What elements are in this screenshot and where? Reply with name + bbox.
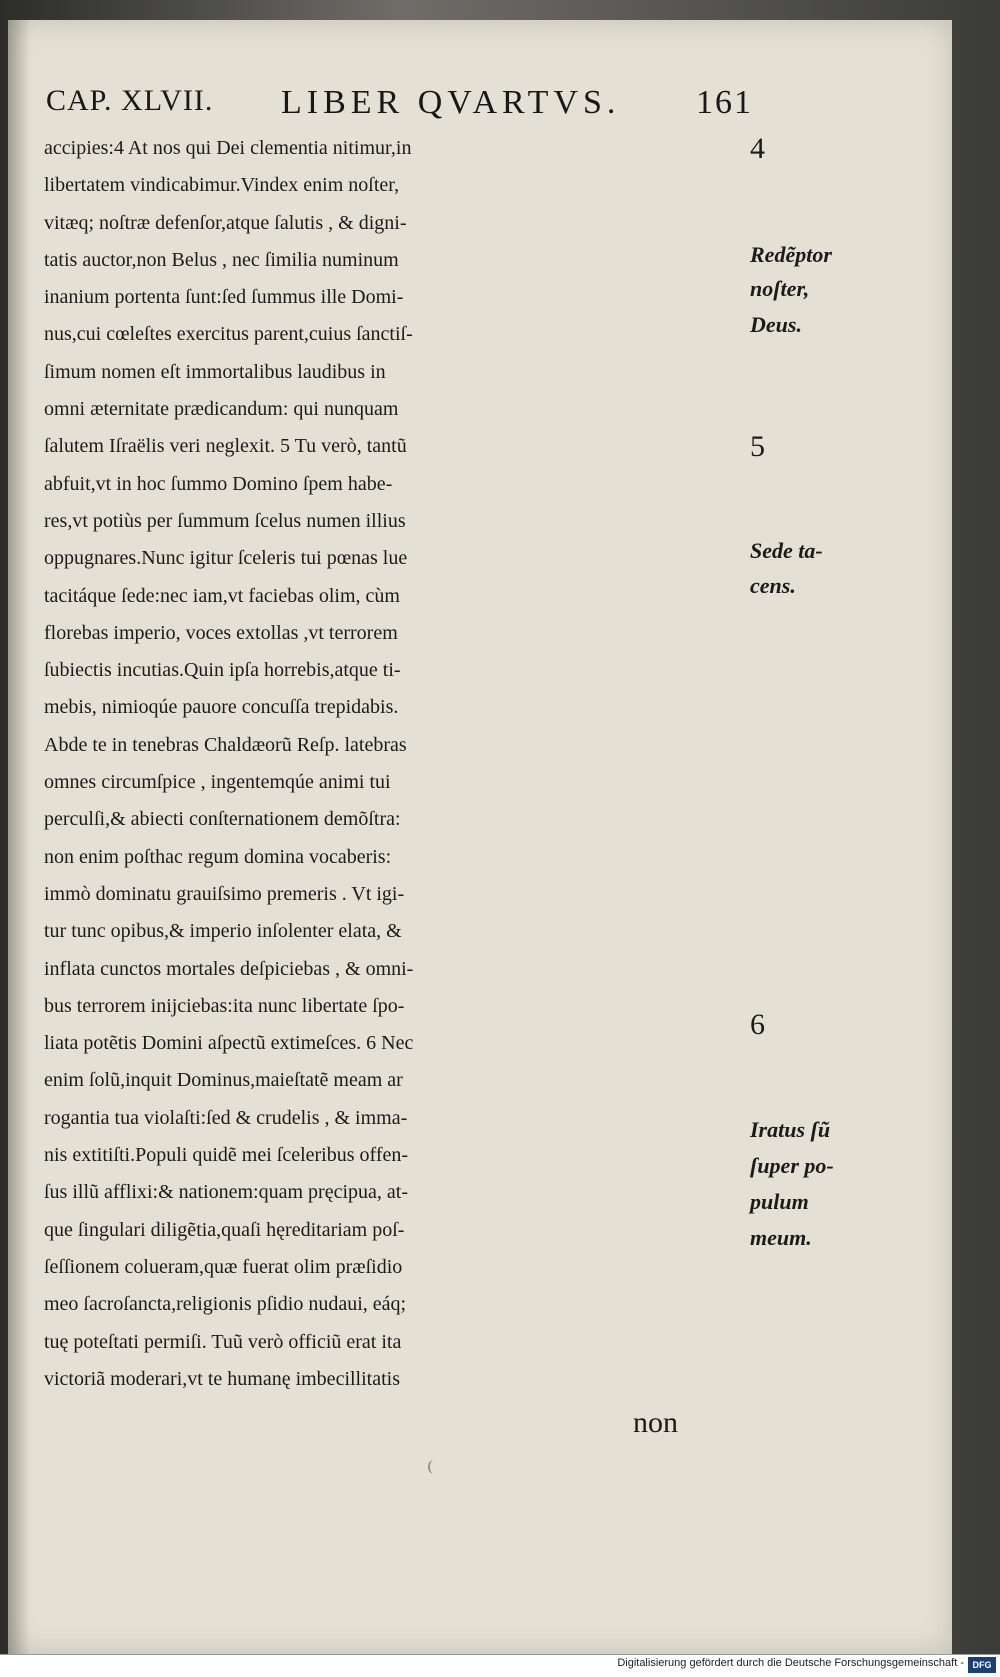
text-line: abfuit,vt in hoc ſummo Domino ſpem habe- xyxy=(44,472,393,495)
text-line: omni æternitate prædicandum: qui nunquam xyxy=(44,398,399,421)
text-line: immò dominatu grauiſsimo premeris . Vt igi- xyxy=(44,882,405,905)
text-line: tatis auctor,non Belus , nec ſimilia numinum xyxy=(44,248,399,271)
text-line: meo ſacroſancta,religionis pſidio nudaui, eáq; xyxy=(44,1293,407,1316)
text-line: ſimum nomen eſt immortalibus laudibus in xyxy=(44,360,386,383)
text-line: liata potẽtis Domini aſpectũ extimeſces. 6 Nec xyxy=(44,1032,414,1055)
text-line: tacitáque ſede:nec iam,vt faciebas olim, cùm xyxy=(44,584,400,607)
text-line: ſeſſionem colueram,quæ fuerat olim præſidio xyxy=(44,1255,403,1278)
text-line: oppugnares.Nunc igitur ſceleris tui pœnas lue xyxy=(44,547,408,570)
text-line: ſus illũ afflixi:& nationem:quam pręcipua, at- xyxy=(44,1181,408,1204)
text-line: ſubiectis incutias.Quin ipſa horrebis,atque ti- xyxy=(44,659,401,682)
digitization-footer xyxy=(0,1654,1000,1677)
text-line: libertatem vindicabimur.Vindex enim noſter, xyxy=(44,174,400,197)
text-line: rogantia tua violaſti:ſed & crudelis , & imma- xyxy=(44,1106,408,1129)
text-line: inflata cunctos mortales deſpiciebas , & omni- xyxy=(44,957,414,980)
text-line: mebis, nimioqúe pauore concuſſa trepidabis. xyxy=(44,696,399,719)
side-note: Sede ta- xyxy=(750,538,823,563)
side-note: cens. xyxy=(750,573,796,598)
page-number: 161 xyxy=(696,84,753,121)
verse-number-5: 5 xyxy=(750,430,765,463)
side-note: Redẽptor xyxy=(750,242,832,267)
text-line: accipies:4 At nos qui Dei clementia nitimur,in xyxy=(44,137,412,159)
text-line: tur tunc opibus,& imperio inſolenter elata, & xyxy=(44,920,402,943)
text-line: inanium portenta ſunt:ſed ſummus ille Domi- xyxy=(44,286,404,309)
catchword: non xyxy=(633,1406,678,1439)
side-note: Deus. xyxy=(750,312,802,337)
main-text-block xyxy=(44,130,754,1398)
text-line: vitæq; noſtræ defenſor,atque ſalutis , & digni- xyxy=(44,211,407,234)
text-line: Abde te in tenebras Chaldæorũ Reſp. latebras xyxy=(44,733,407,756)
text-line: nis extitiſti.Populi quidẽ mei ſceleribus offen- xyxy=(44,1144,409,1167)
side-note: meum. xyxy=(750,1225,812,1250)
side-note: pulum xyxy=(750,1189,809,1214)
side-note: noſter, xyxy=(750,276,810,301)
book-page xyxy=(8,20,952,1654)
book-title-heading: LIBER QVARTVS. xyxy=(281,84,621,121)
text-line: tuę poteſtati permiſi. Tuũ verò officiũ erat ita xyxy=(44,1330,402,1353)
running-header xyxy=(46,84,753,130)
text-line: victoriã moderari,vt te humanę imbecillitatis xyxy=(44,1367,400,1390)
text-line: que ſingulari diligẽtia,quaſi hęreditariam poſ- xyxy=(44,1218,405,1241)
text-line: bus terrorem inijciebas:ita nunc libertate ſpo- xyxy=(44,994,405,1017)
text-line: enim ſolũ,inquit Dominus,maieſtatẽ meam ar xyxy=(44,1069,403,1092)
verse-number-4: 4 xyxy=(750,132,765,165)
text-line: florebas imperio, voces extollas ,vt terrorem xyxy=(44,621,398,644)
side-note: Iratus ſũ xyxy=(750,1117,831,1142)
chapter-heading: CAP. XLVII. xyxy=(46,84,214,117)
text-line: ſalutem Iſraëlis veri neglexit. 5 Tu verò, tantũ xyxy=(44,435,407,458)
funding-credit: Digitalisierung gefördert durch die Deutsche Forschungsgemeinschaft - xyxy=(617,1657,964,1669)
paper-mark xyxy=(428,1460,440,1474)
text-line: omnes circumſpice , ingentemqúe animi tui xyxy=(44,771,391,794)
text-line: non enim poſthac regum domina vocaberis: xyxy=(44,845,392,868)
text-line: perculſi,& abiecti conſternationem demõſtra: xyxy=(44,808,401,831)
text-line: res,vt potiùs per ſummum ſcelus numen illius xyxy=(44,509,406,532)
text-line: nus,cui cœleſtes exercitus parent,cuius ſanctiſ- xyxy=(44,323,413,346)
verse-number-6: 6 xyxy=(750,1008,765,1041)
dfg-logo: DFG xyxy=(968,1657,996,1673)
side-note: ſuper po- xyxy=(750,1153,834,1178)
